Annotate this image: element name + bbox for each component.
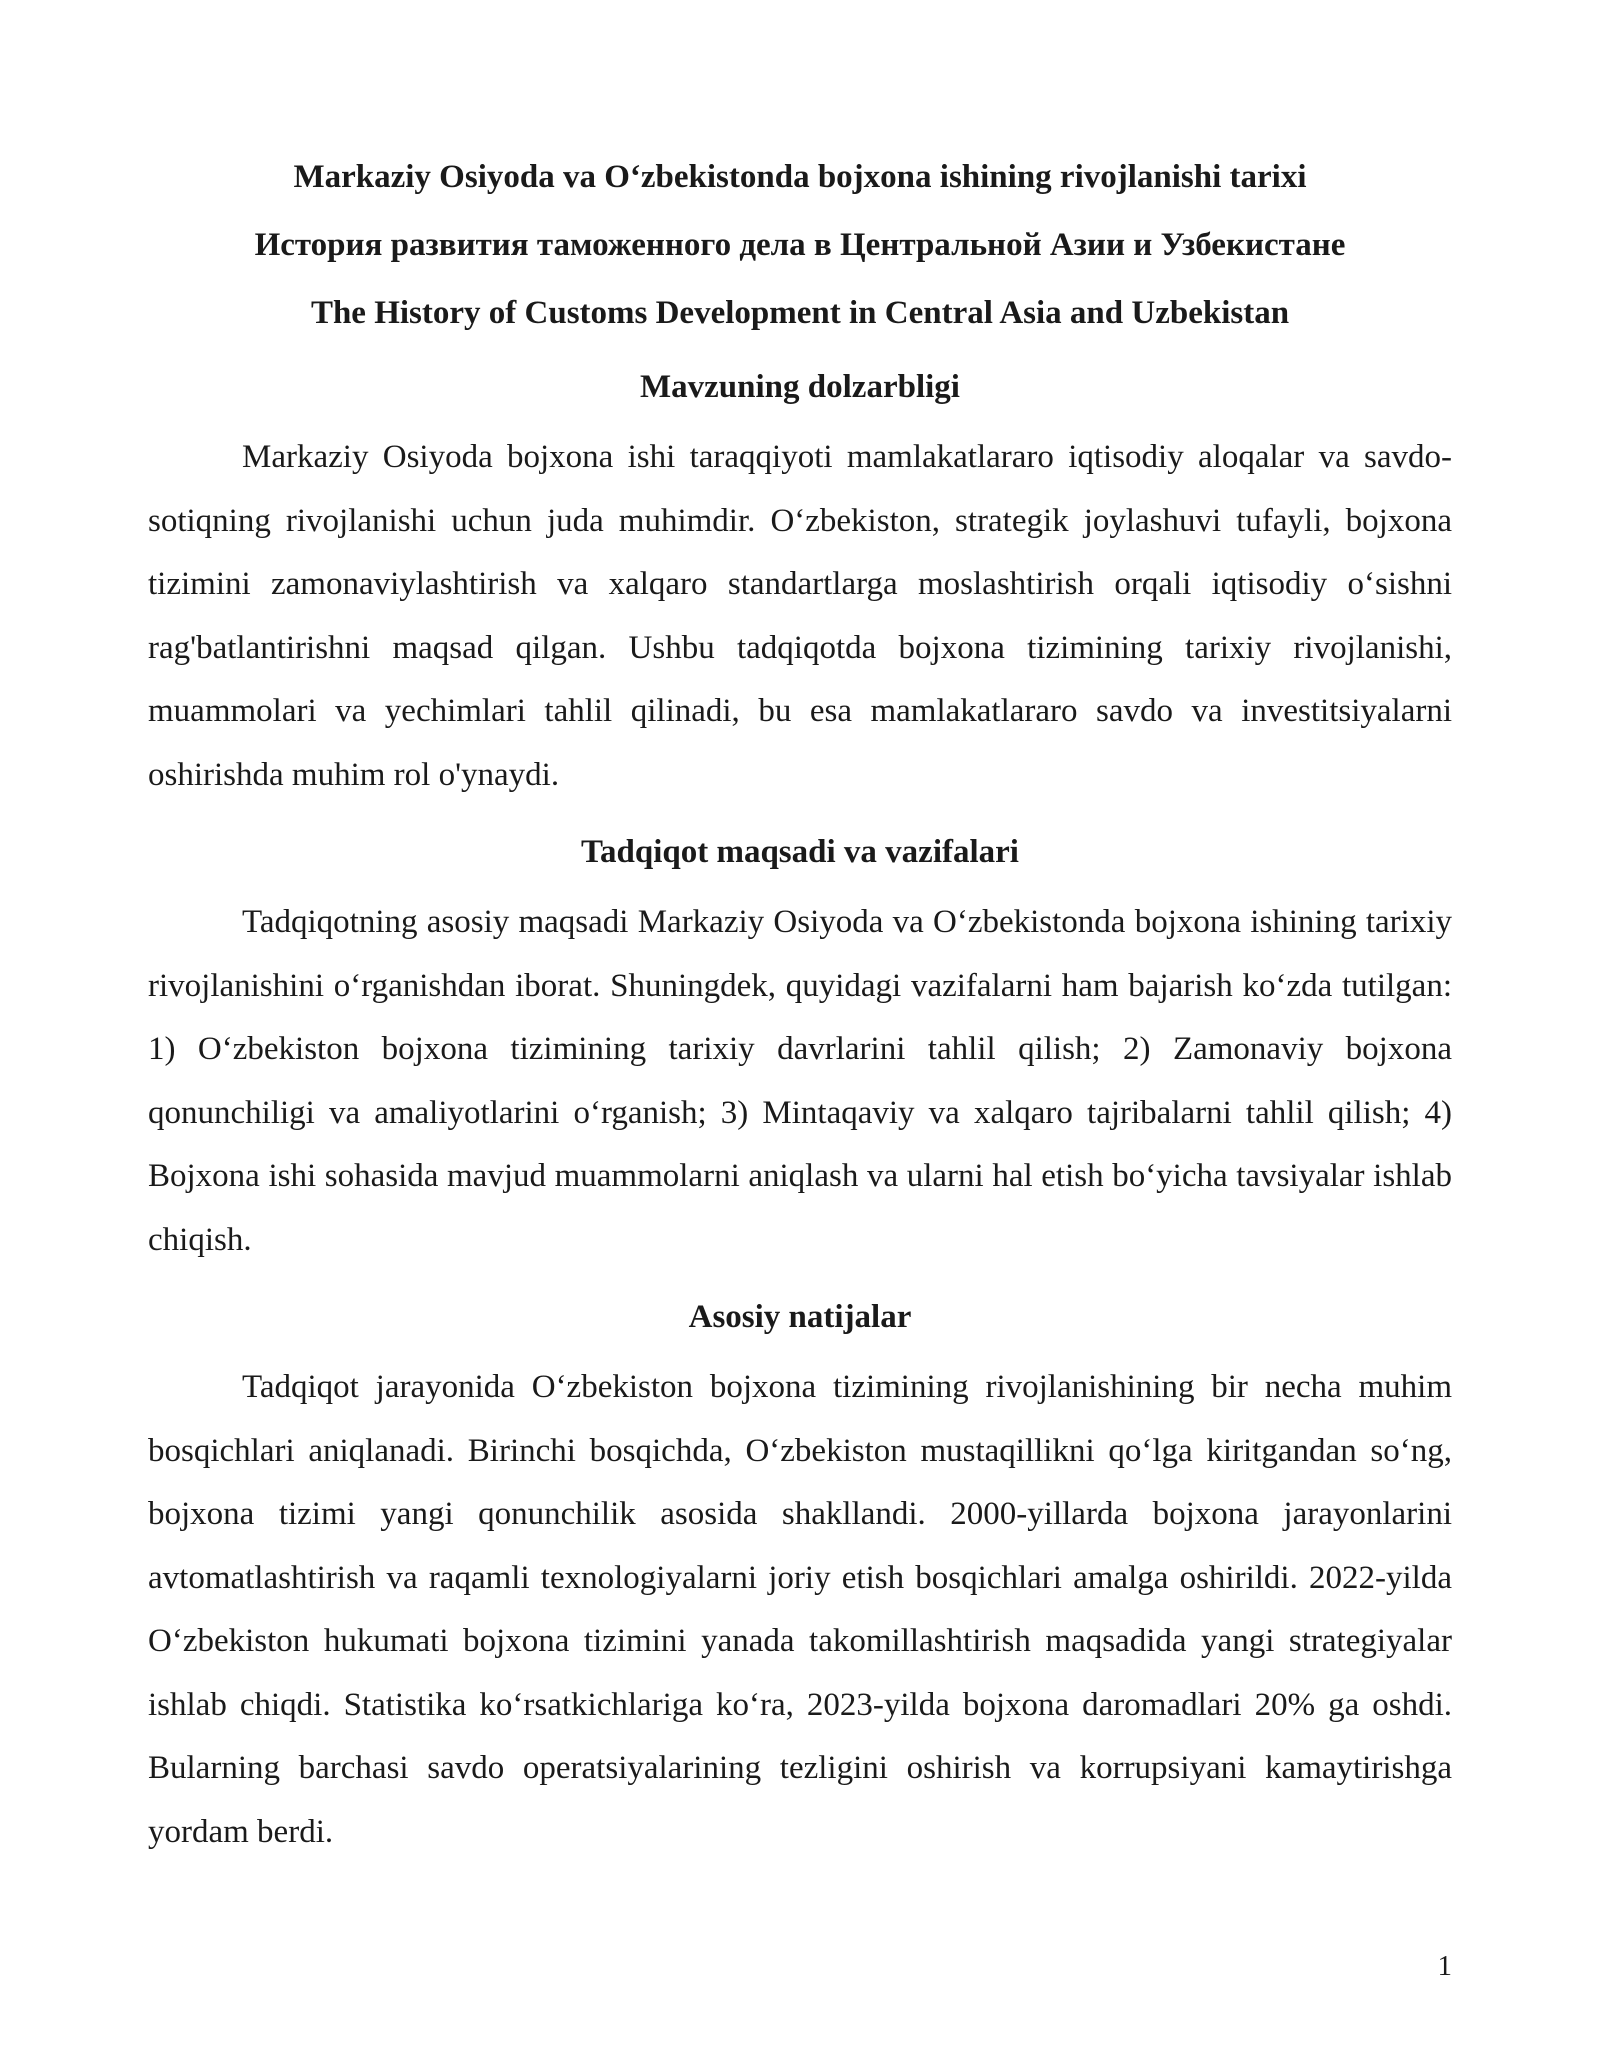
section-heading: Mavzuning dolzarbligi [640,369,960,405]
title-english: The History of Customs Development in Central Asia and Uzbekistan [310,295,1290,331]
page-number: 1 [1437,1950,1452,1982]
section-relevance [148,362,1452,807]
section-results [148,1292,1452,1864]
title-uzbek: Markaziy Osiyoda va O‘zbekistonda bojxona ishining rivojlanishi tarixi [293,159,1307,195]
section-paragraph: Markaziy Osiyoda bojxona ishi taraqqiyoti mamlakatlararo iqtisodiy aloqalar va savdo-sotiqning rivojlanishi uchun juda muhimdir. O‘zbekiston, strategik joylashuvi tufayli, bojxona tizimini zamonaviylashtirish va xalqaro standartlarga moslashtirish orqali iqtisodiy o‘sishni rag'batlantirishni maqsad qilgan. Ushbu tadqiqotda bojxona tizimining tarixiy rivojlanishi, muammolari va yechimlari tahlil qilinadi, bu esa mamlakatlararo savdo va investitsiyalarni oshirishda muhim rol o'ynaydi. [148,439,1452,793]
section-heading: Tadqiqot maqsadi va vazifalari [581,834,1019,870]
title-russian: История развития таможенного дела в Центральной Азии и Узбекистане [254,227,1346,263]
section-goals [148,827,1452,1272]
section-heading: Asosiy natijalar [688,1299,912,1335]
section-paragraph: Tadqiqot jarayonida O‘zbekiston bojxona tizimining rivojlanishining bir necha muhim bosqichlari aniqlanadi. Birinchi bosqichda, O‘zbekiston mustaqillikni qo‘lga kiritgandan so‘ng, bojxona tizimi yangi qonunchilik asosida shakllandi. 2000-yillarda bojxona jarayonlarini avtomatlashtirish va raqamli texnologiyalarni joriy etish bosqichlari amalga oshirildi. 2022-yilda O‘zbekiston hukumati bojxona tizimini yanada takomillashtirish maqsadida yangi strategiyalar ishlab chiqdi. Statistika ko‘rsatkichlariga ko‘ra, 2023-yilda bojxona daromadlari 20% ga oshdi. Bularning barchasi savdo operatsiyalarining tezligini oshirish va korrupsiyani kamaytirishga yordam berdi. [148,1369,1452,1850]
title-block [148,143,1452,347]
section-paragraph: Tadqiqotning asosiy maqsadi Markaziy Osiyoda va O‘zbekistonda bojxona ishining tarixiy rivojlanishini o‘rganishdan iborat. Shuningdek, quyidagi vazifalarni ham bajarish ko‘zda tutilgan: 1) O‘zbekiston bojxona tizimining tarixiy davrlarini tahlil qilish; 2) Zamonaviy bojxona qonunchiligi va amaliyotlarini o‘rganish; 3) Mintaqaviy va xalqaro tajribalarni tahlil qilish; 4) Bojxona ishi sohasida mavjud muammolarni aniqlash va ularni hal etish bo‘yicha tavsiyalar ishlab chiqish. [148,904,1452,1258]
